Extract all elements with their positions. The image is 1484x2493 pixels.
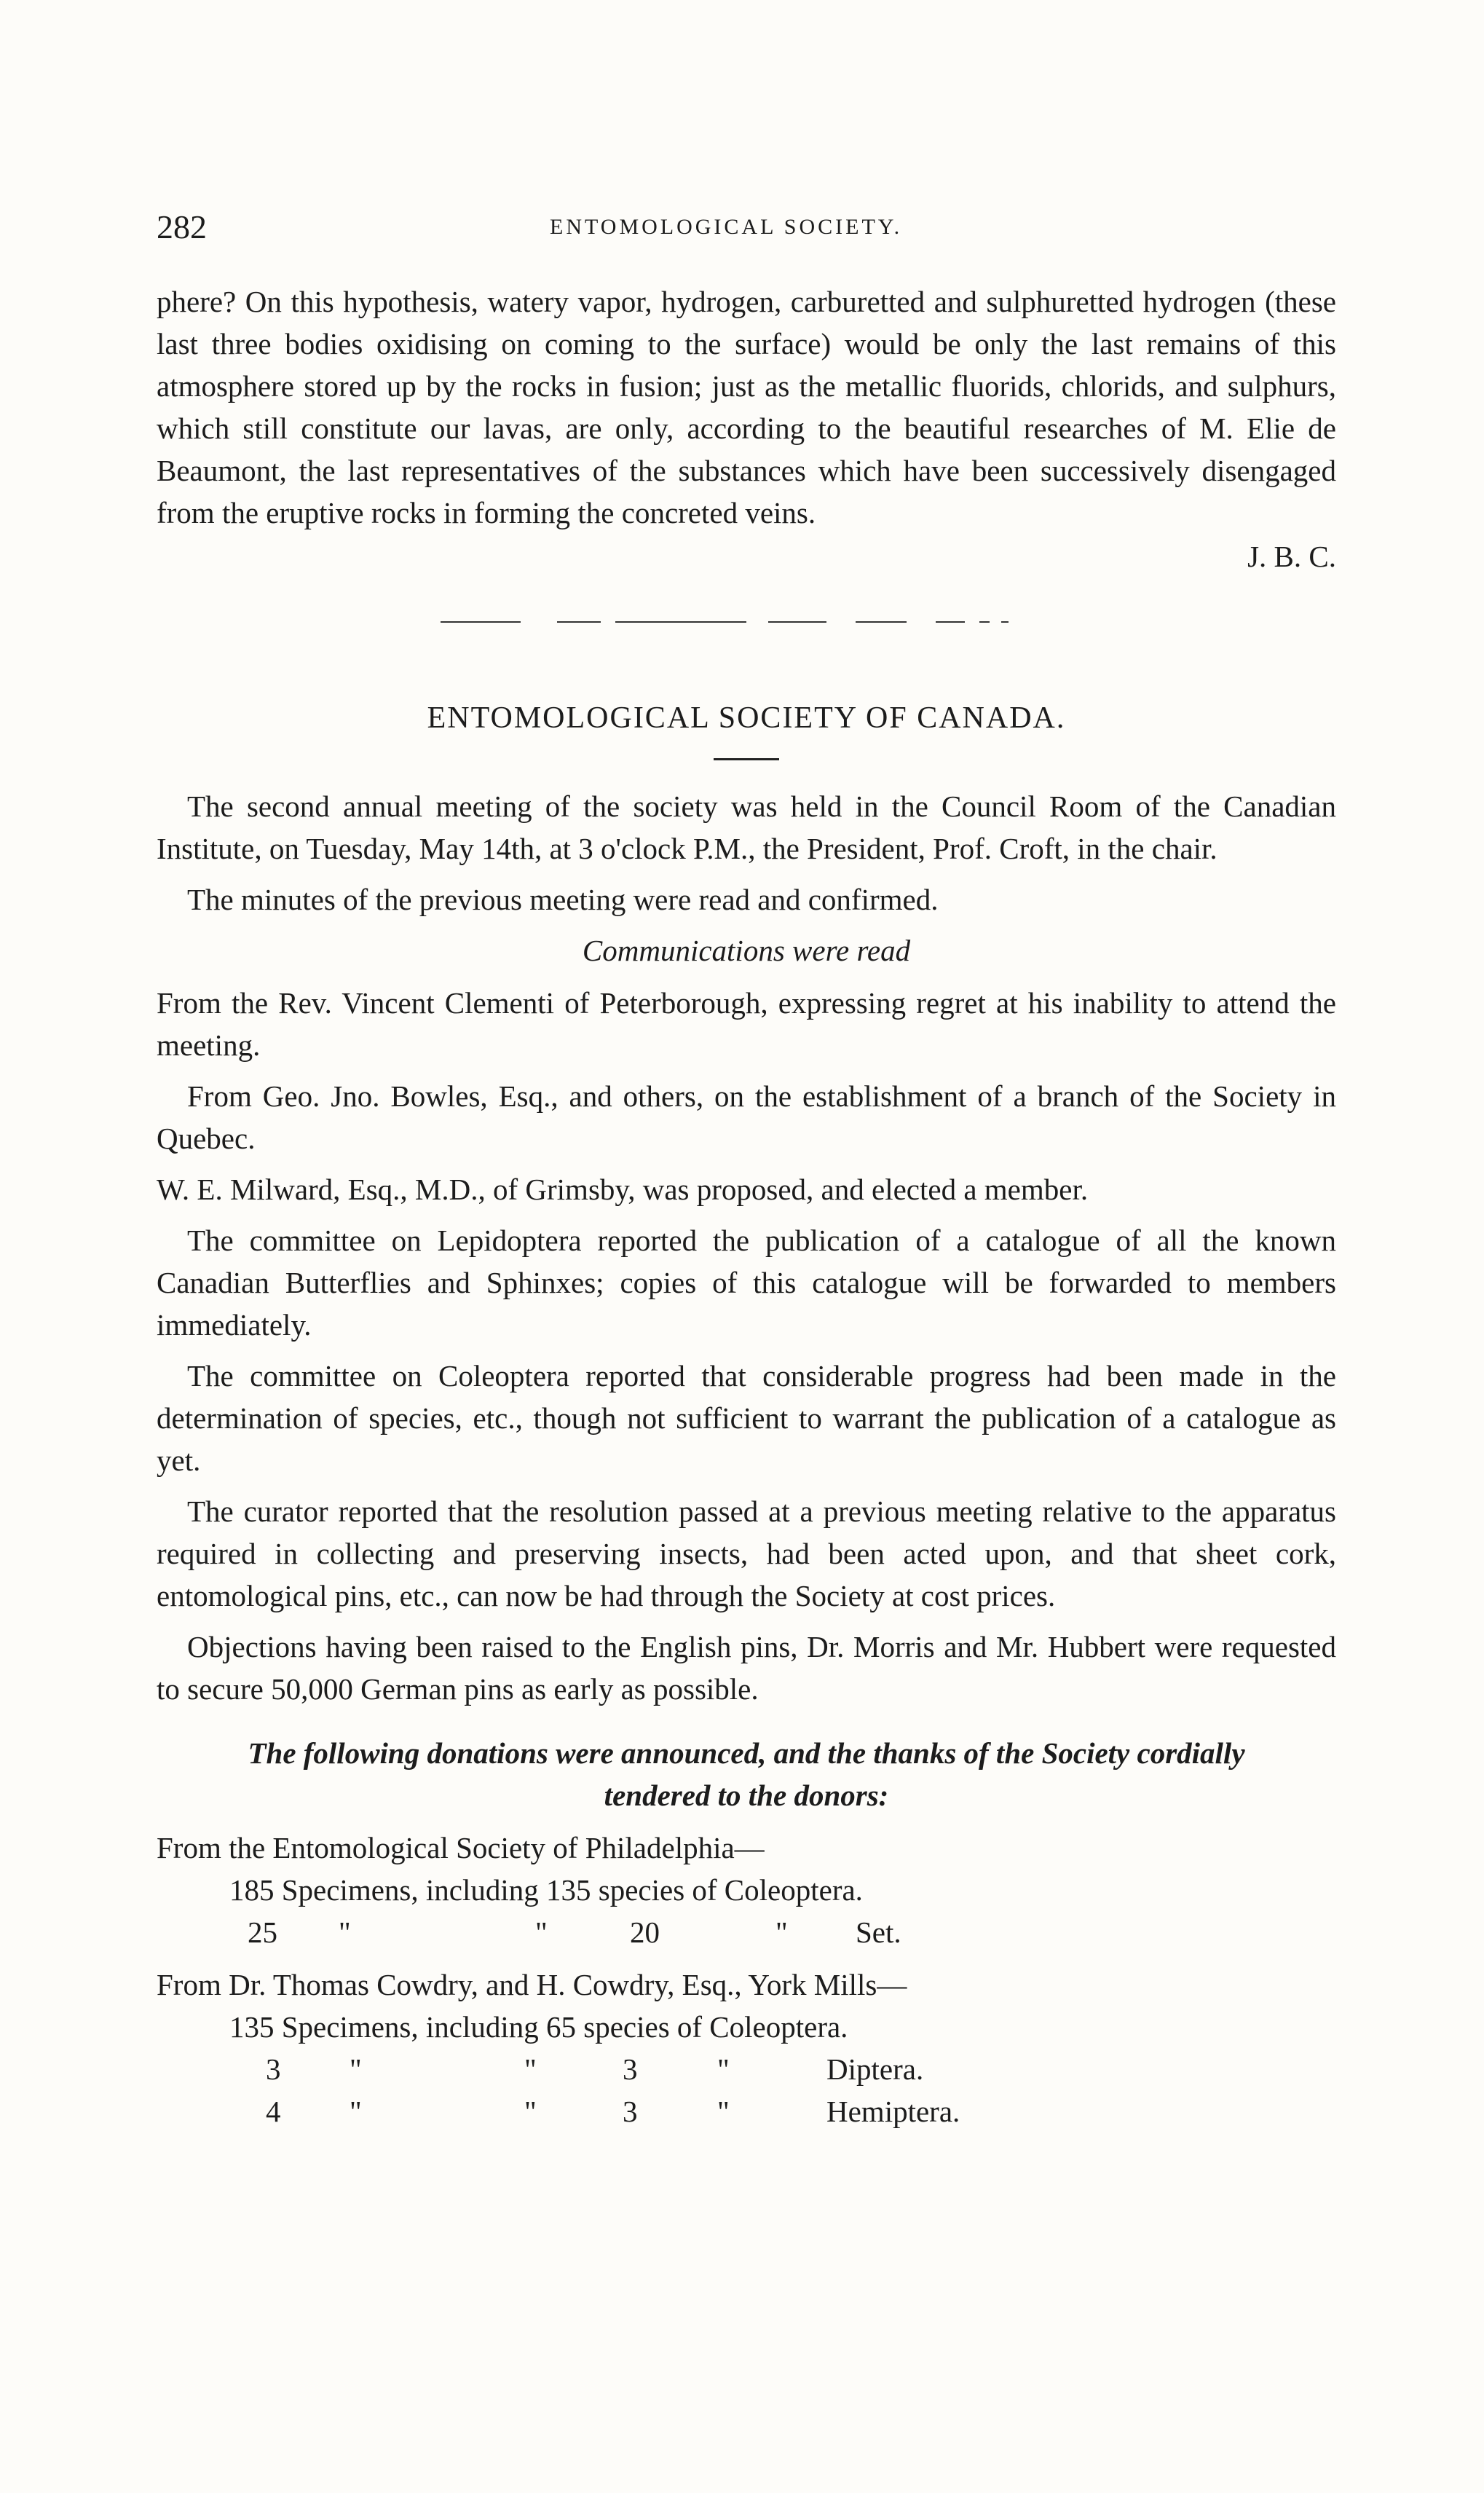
species-count: 20 [630,1915,660,1949]
donation-count: 185 Specimens, including 135 species of Coleoptera. [229,1873,863,1907]
ditto-mark: " [350,2095,362,2128]
ditto-mark: " [717,2052,730,2086]
donation-count: 135 Specimens, including 65 species of Coleoptera. [229,2010,848,2044]
minutes-paragraph: The minutes of the previous meeting were read and confirmed. [187,883,939,916]
report-paragraph: The committee on Lepidoptera reported the publication of a catalogue of all the known Canadian Butterflies and Sphinxes; copies of this catalogue will be forwarded to members immediately. [157,1224,1336,1342]
ditto-mark: " [350,2052,362,2086]
communications-heading: Communications were read [582,934,911,967]
donation-line [157,1911,1336,1953]
continuation-paragraph: phere? On this hypothesis, watery vapor, hydrogen, carburetted and sulphuretted hydrogen (these last three bodies oxidising on coming to the surface) would be only the last remains of this atmosphere stored up by the rocks in fusion; just as the metallic fluorids, chlorids, and sulphurs, which still constitute our lavas, are only, according to the beautiful researches of M. Elie de Beaumont, the last representatives of the substances which have been successively disengaged from the eruptive rocks in forming the concreted veins. [157,285,1336,529]
donation-line [157,2090,1336,2132]
insect-order: Set. [856,1915,901,1949]
report-paragraph: The committee on Coleoptera reported that considerable progress had been made in the determination of species, etc., though not sufficient to warrant the publication of a catalogue as yet. [157,1359,1336,1477]
donor-name: From Dr. Thomas Cowdry, and H. Cowdry, Esq., York Mills— [157,1968,907,2001]
report-paragraph: Objections having been raised to the English pins, Dr. Morris and Mr. Hubbert were requested to secure 50,000 German pins as early as possible. [157,1630,1336,1706]
ditto-mark: " [524,2052,537,2086]
donation-line [157,1869,1336,1911]
donation-count: 25 [248,1915,277,1949]
donor-block [157,1964,1336,2132]
insect-order: Hemiptera. [826,2095,960,2128]
donation-line [157,2048,1336,2090]
running-title: ENTOMOLOGICAL SOCIETY. [550,215,903,239]
donor-name: From the Entomological Society of Philadelphia— [157,1831,765,1864]
donations-heading: The following donations were announced, and the thanks of the Society cordially tendered to the donors: [248,1736,1245,1812]
title-rule [714,758,779,760]
ditto-mark: " [524,2095,537,2128]
insect-order: Diptera. [826,2052,924,2086]
page-number: 282 [157,208,207,245]
species-count: 3 [623,2095,638,2128]
meeting-paragraph: The second annual meeting of the society was held in the Council Room of the Canadian Institute, on Tuesday, May 14th, at 3 o'clock P.M., the President, Prof. Croft, in the chair. [157,789,1336,865]
ditto-mark: " [717,2095,730,2128]
ditto-mark: " [775,1915,788,1949]
running-head [157,208,1336,251]
report-paragraph: W. E. Milward, Esq., M.D., of Grimsby, was proposed, and elected a member. [157,1173,1089,1206]
section-title: ENTOMOLOGICAL SOCIETY OF CANADA. [427,701,1066,735]
ditto-mark: " [535,1915,548,1949]
donation-line [157,2006,1336,2048]
species-count: 3 [623,2052,638,2086]
report-paragraph: The curator reported that the resolution passed at a previous meeting relative to the apparatus required in collecting and preserving insects, had been acted upon, and that sheet cork, entomological pins, etc., can now be had through the Society at cost prices. [157,1494,1336,1612]
section-separator [433,614,1059,631]
page-body [157,280,1336,2132]
communication-item: From Geo. Jno. Bowles, Esq., and others, on the establishment of a branch of the Society in Quebec. [157,1079,1336,1155]
communication-item: From the Rev. Vincent Clementi of Peterborough, expressing regret at his inability to attend the meeting. [157,986,1336,1062]
donor-block [157,1827,1336,1953]
donation-count: 4 [266,2095,281,2128]
ditto-mark: " [339,1915,351,1949]
author-initials: J. B. C. [1247,540,1336,573]
donation-count: 3 [266,2052,281,2086]
